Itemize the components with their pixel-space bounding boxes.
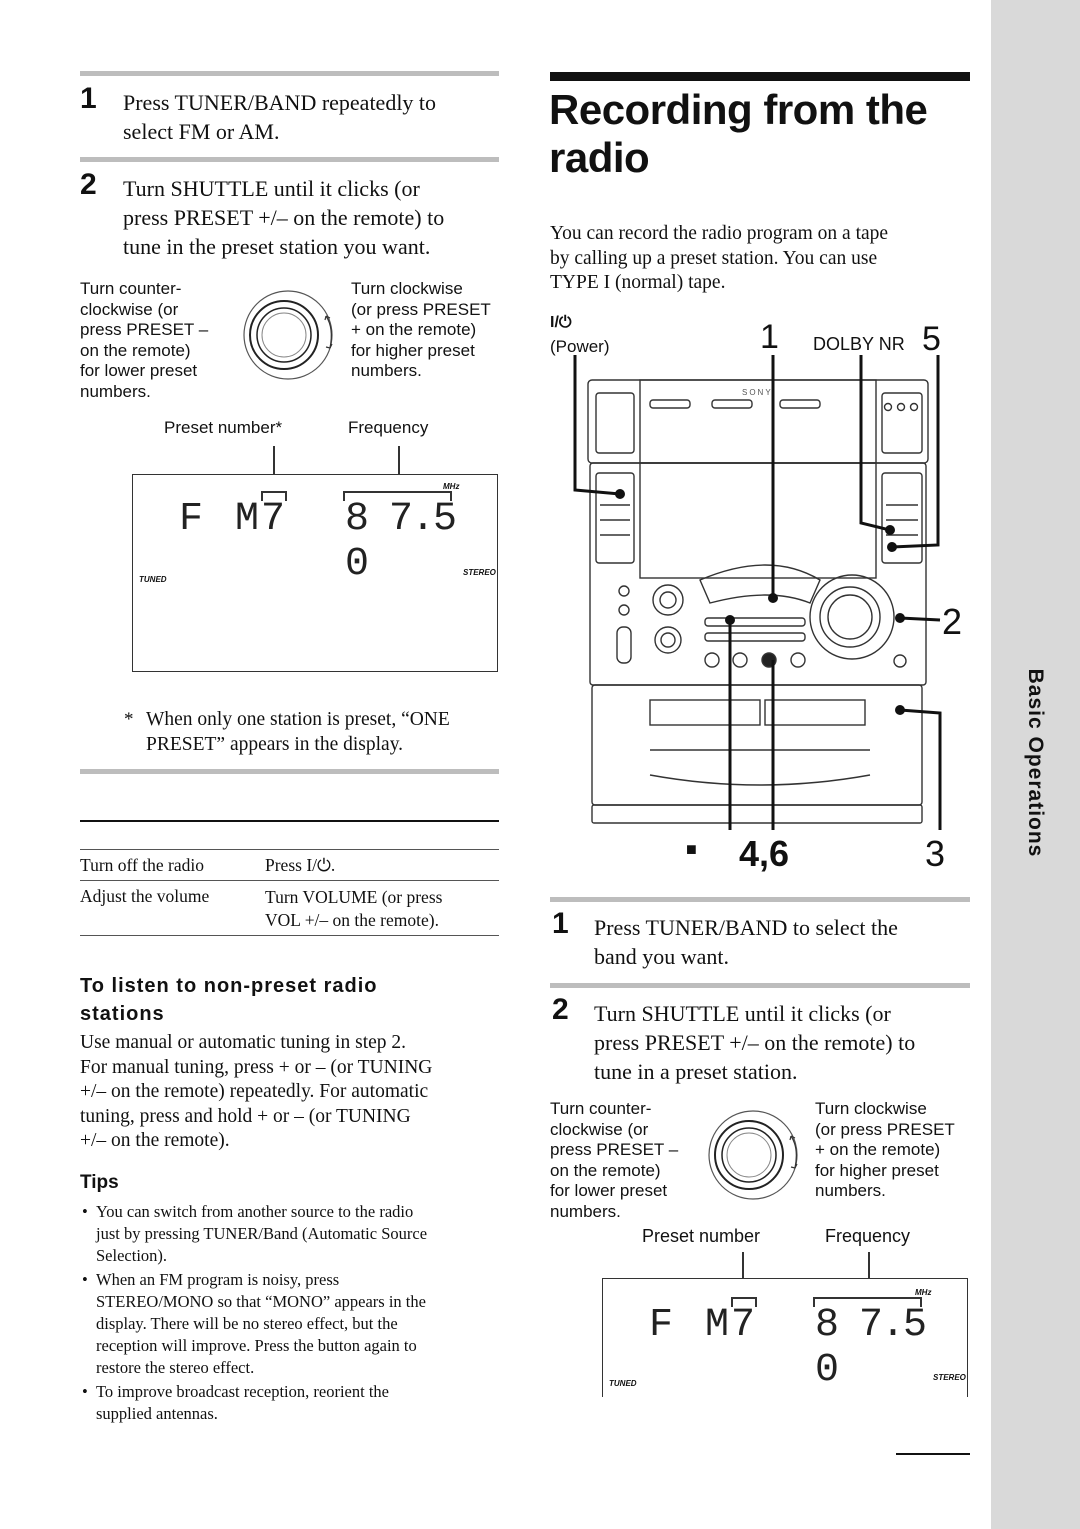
- right-step-2-text: [594, 999, 970, 1086]
- table-cell-do: [265, 886, 442, 932]
- caption-line: press PRESET –: [550, 1140, 679, 1159]
- power-label: (Power): [550, 337, 610, 356]
- caption-line: for higher preset: [815, 1160, 939, 1180]
- table-cell-to: Adjust the volume: [80, 886, 210, 906]
- preset-number-label: Preset number*: [164, 418, 283, 437]
- preset-segment: 7: [731, 1303, 756, 1348]
- side-tab-label: Basic Operations: [1024, 668, 1047, 858]
- intro-line: You can record the radio program on a tape: [550, 223, 889, 244]
- body-line: For manual tuning, press + or – (or TUNING: [80, 1056, 433, 1078]
- stereo-system-illustration: [560, 355, 963, 830]
- right-step-2-number: 2: [552, 993, 569, 1026]
- mhz-label: MHz: [915, 1288, 932, 1297]
- dial-ccw-caption: [80, 279, 240, 402]
- caption-line: numbers.: [815, 1181, 886, 1200]
- step-line: band you want.: [594, 944, 730, 969]
- caption-line: for lower preset: [80, 361, 198, 380]
- body-line: +/– on the remote) repeatedly. For automatic: [80, 1081, 429, 1102]
- caption-line: (or press PRESET: [351, 299, 491, 319]
- shuttle-dial-icon: [703, 1108, 813, 1203]
- bullet: •: [82, 1382, 88, 1401]
- callout-dolby-nr: DOLBY NR: [813, 334, 905, 354]
- step-line: tune in a preset station.: [594, 1059, 798, 1084]
- step-2-number: 2: [80, 168, 97, 201]
- body-line: Use manual or automatic tuning in step 2.: [80, 1032, 407, 1053]
- step-1-line: select FM or AM.: [123, 119, 280, 144]
- callout-4-6: 4,6: [739, 833, 790, 874]
- tip-line: STEREO/MONO so that “MONO” appears in the: [96, 1292, 426, 1311]
- stereo-indicator: STEREO: [463, 568, 496, 577]
- tip-item: [82, 1201, 507, 1267]
- frequency-segment: 8 7.5 0: [815, 1303, 926, 1393]
- callout-5: 5: [922, 320, 941, 358]
- page-foot-rule: [896, 1453, 970, 1455]
- tuner-display: [602, 1278, 968, 1397]
- step-2-line: press PRESET +/– on the remote) to: [123, 205, 445, 230]
- heading-line: To listen to non-preset radio: [80, 975, 378, 997]
- body-line: tuning, press and hold + or – (or TUNING: [80, 1105, 411, 1127]
- power-symbol: I/⏻: [550, 314, 572, 331]
- tip-line: When an FM program is noisy, press: [96, 1270, 340, 1289]
- bullet: •: [82, 1202, 88, 1221]
- device-brand: SONY: [742, 388, 773, 397]
- footnote-line: When only one station is preset, “ONE: [146, 709, 450, 730]
- step-line: Turn SHUTTLE until it clicks (or: [594, 1001, 891, 1026]
- caption-line: numbers.: [80, 381, 151, 401]
- section-rule: [80, 769, 499, 774]
- table-cell-do: [265, 855, 335, 876]
- table-cell-line: Turn VOLUME (or press: [265, 887, 443, 907]
- caption-line: on the remote): [550, 1160, 661, 1180]
- tip-item: [82, 1381, 507, 1425]
- footnote-line: PRESET” appears in the display.: [146, 733, 404, 755]
- tip-line: restore the stereo effect.: [96, 1358, 255, 1377]
- intro-text: [550, 222, 970, 296]
- stereo-indicator: STEREO: [933, 1373, 966, 1382]
- title-line: Recording from the: [549, 86, 928, 133]
- table-bottom-rule: [80, 935, 499, 936]
- title-rule: [550, 72, 970, 81]
- caption-line: + on the remote): [351, 320, 477, 339]
- tip-line: To improve broadcast reception, reorient the: [96, 1382, 389, 1401]
- dial-ccw-caption: [550, 1099, 710, 1222]
- table-cell-do-text: Press I/⏻.: [265, 855, 336, 875]
- step-1-line: Press TUNER/BAND repeatedly to: [123, 90, 437, 115]
- tuner-display: [132, 474, 498, 672]
- caption-line: for higher preset: [351, 340, 475, 360]
- tip-item: [82, 1269, 507, 1379]
- preset-segment: 7: [261, 497, 286, 542]
- caption-line: clockwise (or: [550, 1119, 649, 1139]
- table-row-rule: [80, 880, 499, 881]
- caption-line: (or press PRESET: [815, 1119, 955, 1139]
- band-segment: F M: [649, 1303, 734, 1348]
- right-step-2-rule: [550, 983, 970, 988]
- step-2-line: Turn SHUTTLE until it clicks (or: [123, 176, 420, 201]
- callout-stop: ■: [686, 839, 697, 859]
- preset-number-label: Preset number: [642, 1226, 761, 1246]
- tip-line: supplied antennas.: [96, 1404, 218, 1423]
- frequency-label: Frequency: [348, 418, 429, 437]
- caption-line: Turn clockwise: [815, 1099, 927, 1118]
- caption-line: on the remote): [80, 340, 191, 360]
- table-row: [80, 886, 499, 934]
- footnote-text: [146, 708, 506, 757]
- heading-line: stations: [80, 1003, 165, 1025]
- step-line: Press TUNER/BAND to select the: [594, 915, 898, 940]
- caption-line: numbers.: [351, 361, 422, 380]
- intro-line: by calling up a preset station. You can use: [550, 247, 878, 269]
- shuttle-dial-icon: [238, 288, 348, 383]
- caption-line: + on the remote): [815, 1140, 941, 1159]
- caption-line: numbers.: [550, 1201, 621, 1221]
- step-line: press PRESET +/– on the remote) to: [594, 1030, 916, 1055]
- tip-line: display. There will be no stereo effect, but the: [96, 1314, 398, 1333]
- dial-cw-caption: [815, 1099, 975, 1202]
- tuned-indicator: TUNED: [139, 575, 167, 584]
- tips-heading: Tips: [80, 1172, 119, 1193]
- table-cell-to: Turn off the radio: [80, 855, 204, 875]
- caption-line: Turn counter-: [550, 1099, 652, 1118]
- footnote-mark: *: [124, 709, 134, 730]
- tips-list: [82, 1201, 507, 1425]
- callout-2: 2: [942, 601, 963, 642]
- step-1-text: [123, 88, 503, 146]
- caption-line: for lower preset: [550, 1181, 668, 1200]
- step-2-rule: [80, 157, 499, 162]
- caption-line: clockwise (or: [80, 299, 179, 319]
- caption-line: Turn clockwise: [351, 279, 463, 298]
- step-2-line: tune in the preset station you want.: [123, 234, 431, 259]
- mhz-label: MHz: [443, 482, 460, 491]
- callout-3: 3: [925, 833, 946, 874]
- intro-line: TYPE I (normal) tape.: [550, 272, 726, 293]
- table-cell-line: VOL +/– on the remote).: [265, 910, 439, 930]
- table-header-rule: [80, 849, 499, 850]
- table-top-rule: [80, 820, 499, 822]
- step-1-rule: [80, 71, 499, 76]
- right-step-1-number: 1: [552, 907, 569, 940]
- frequency-label: Frequency: [825, 1226, 911, 1246]
- page-title: [549, 86, 927, 182]
- nonpreset-body: [80, 1031, 505, 1154]
- step-2-text: [123, 174, 503, 261]
- tip-line: Selection).: [96, 1246, 168, 1265]
- side-tab: [991, 0, 1080, 1529]
- tuned-indicator: TUNED: [609, 1379, 637, 1388]
- caption-line: Turn counter-: [80, 279, 182, 298]
- nonpreset-heading: [80, 972, 378, 1028]
- bullet: •: [82, 1270, 88, 1289]
- step-1-number: 1: [80, 82, 97, 115]
- dial-cw-caption: [351, 279, 511, 382]
- band-segment: F M: [179, 497, 264, 542]
- right-step-1-rule: [550, 897, 970, 902]
- tip-line: You can switch from another source to the radio: [96, 1202, 414, 1221]
- callout-1: 1: [760, 318, 779, 356]
- body-line: +/– on the remote).: [80, 1130, 230, 1151]
- tip-line: reception will improve. Press the button again to: [96, 1336, 417, 1355]
- tip-line: just by pressing TUNER/Band (Automatic Source: [96, 1224, 428, 1243]
- title-line: radio: [549, 134, 650, 181]
- frequency-segment: 8 7.5 0: [345, 497, 456, 587]
- right-step-1-text: [594, 913, 970, 971]
- caption-line: press PRESET –: [80, 320, 209, 339]
